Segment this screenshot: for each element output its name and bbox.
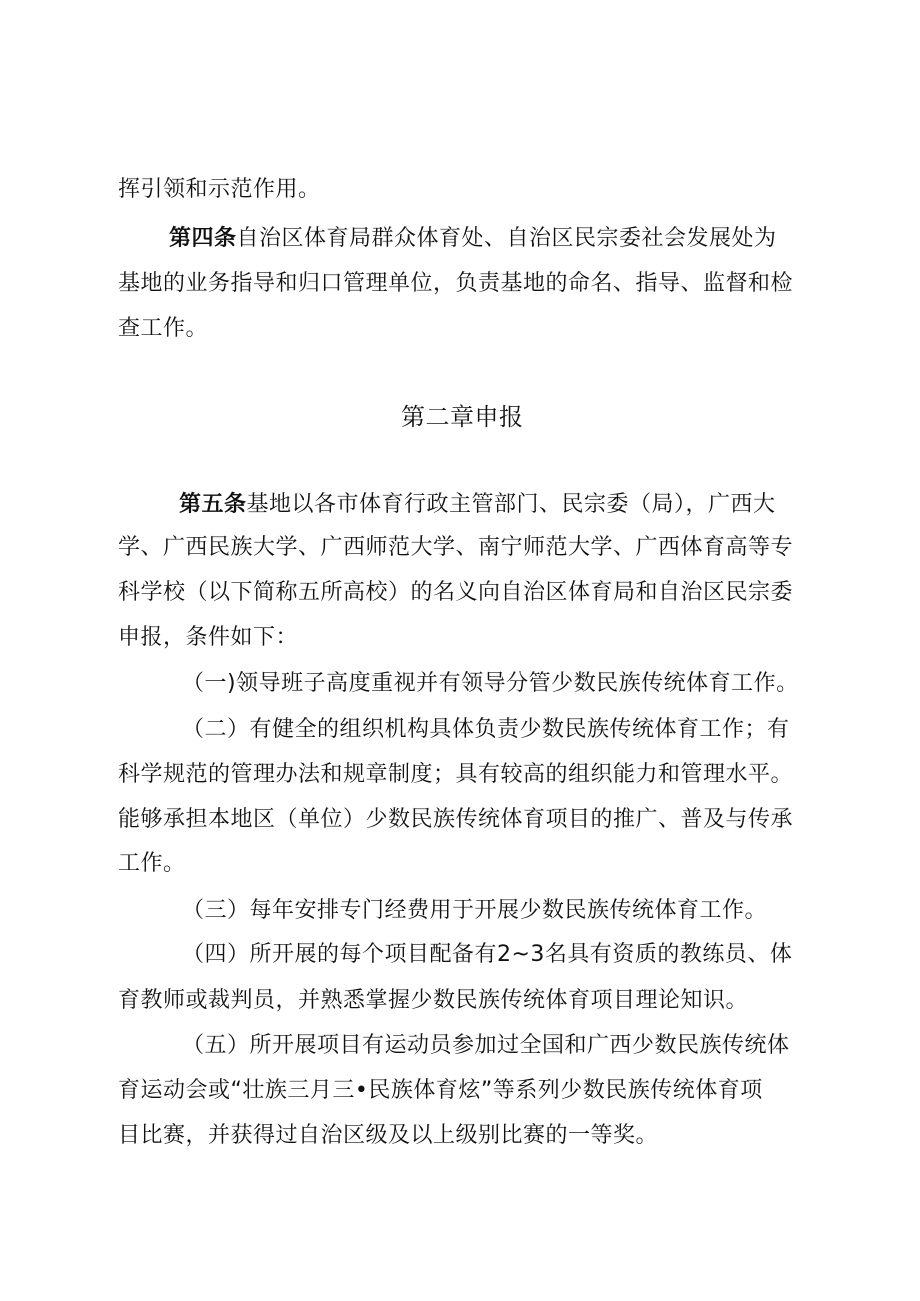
text-line: 能够承担本地区（单位）少数民族传统体育项目的推广、普及与传承: [118, 807, 794, 832]
text-line: 育教师或裁判员，并熟悉掌握少数民族传统体育项目理论知识。: [118, 988, 749, 1013]
list-item: （四）所开展的每个项目配备有2~3名具有资质的教练员、体: [182, 942, 793, 967]
article-label: 第四条: [169, 226, 237, 251]
text-line: 育运动会或“壮族三月三•民族体育炫”等系列少数民族传统体育项: [118, 1078, 763, 1103]
list-item: （二）有健全的组织机构具体负责少数民族传统体育工作；有: [182, 717, 790, 742]
chapter-heading: 第二章申报: [401, 403, 524, 431]
text-line: 学、广西民族大学、广西师范大学、南宁师范大学、广西体育高等专: [118, 535, 794, 560]
text-line: 查工作。: [118, 316, 209, 341]
text-line: 科学规范的管理办法和规章制度；具有较高的组织能力和管理水平。: [118, 762, 794, 787]
text-line: 基地的业务指导和归口管理单位，负责基地的命名、指导、监督和检: [118, 271, 794, 296]
list-item: （一)领导班子高度重视并有领导分管少数民族传统体育工作。: [182, 671, 799, 696]
text-line: 目比赛，并获得过自治区级及以上级别比赛的一等奖。: [118, 1123, 659, 1148]
text-line: 工作。: [118, 851, 186, 876]
article-label: 第五条: [179, 492, 247, 517]
list-item: （三）每年安排专门经费用于开展少数民族传统体育工作。: [182, 898, 768, 923]
text-line: 申报，条件如下：: [118, 625, 299, 650]
text-line: 科学校（以下简称五所高校）的名义向自治区体育局和自治区民宗委: [118, 580, 794, 605]
article-4-paragraph: [169, 224, 777, 254]
list-item: （五）所开展项目有运动员参加过全国和广西少数民族传统体: [182, 1033, 790, 1058]
article-5-paragraph: [179, 490, 776, 520]
article-text: 基地以各市体育行政主管部门、民宗委（局），广西大: [246, 492, 776, 517]
text-line: 挥引领和示范作用。: [118, 177, 321, 202]
article-text: 自治区体育局群众体育处、自治区民宗委社会发展处为: [236, 226, 777, 251]
